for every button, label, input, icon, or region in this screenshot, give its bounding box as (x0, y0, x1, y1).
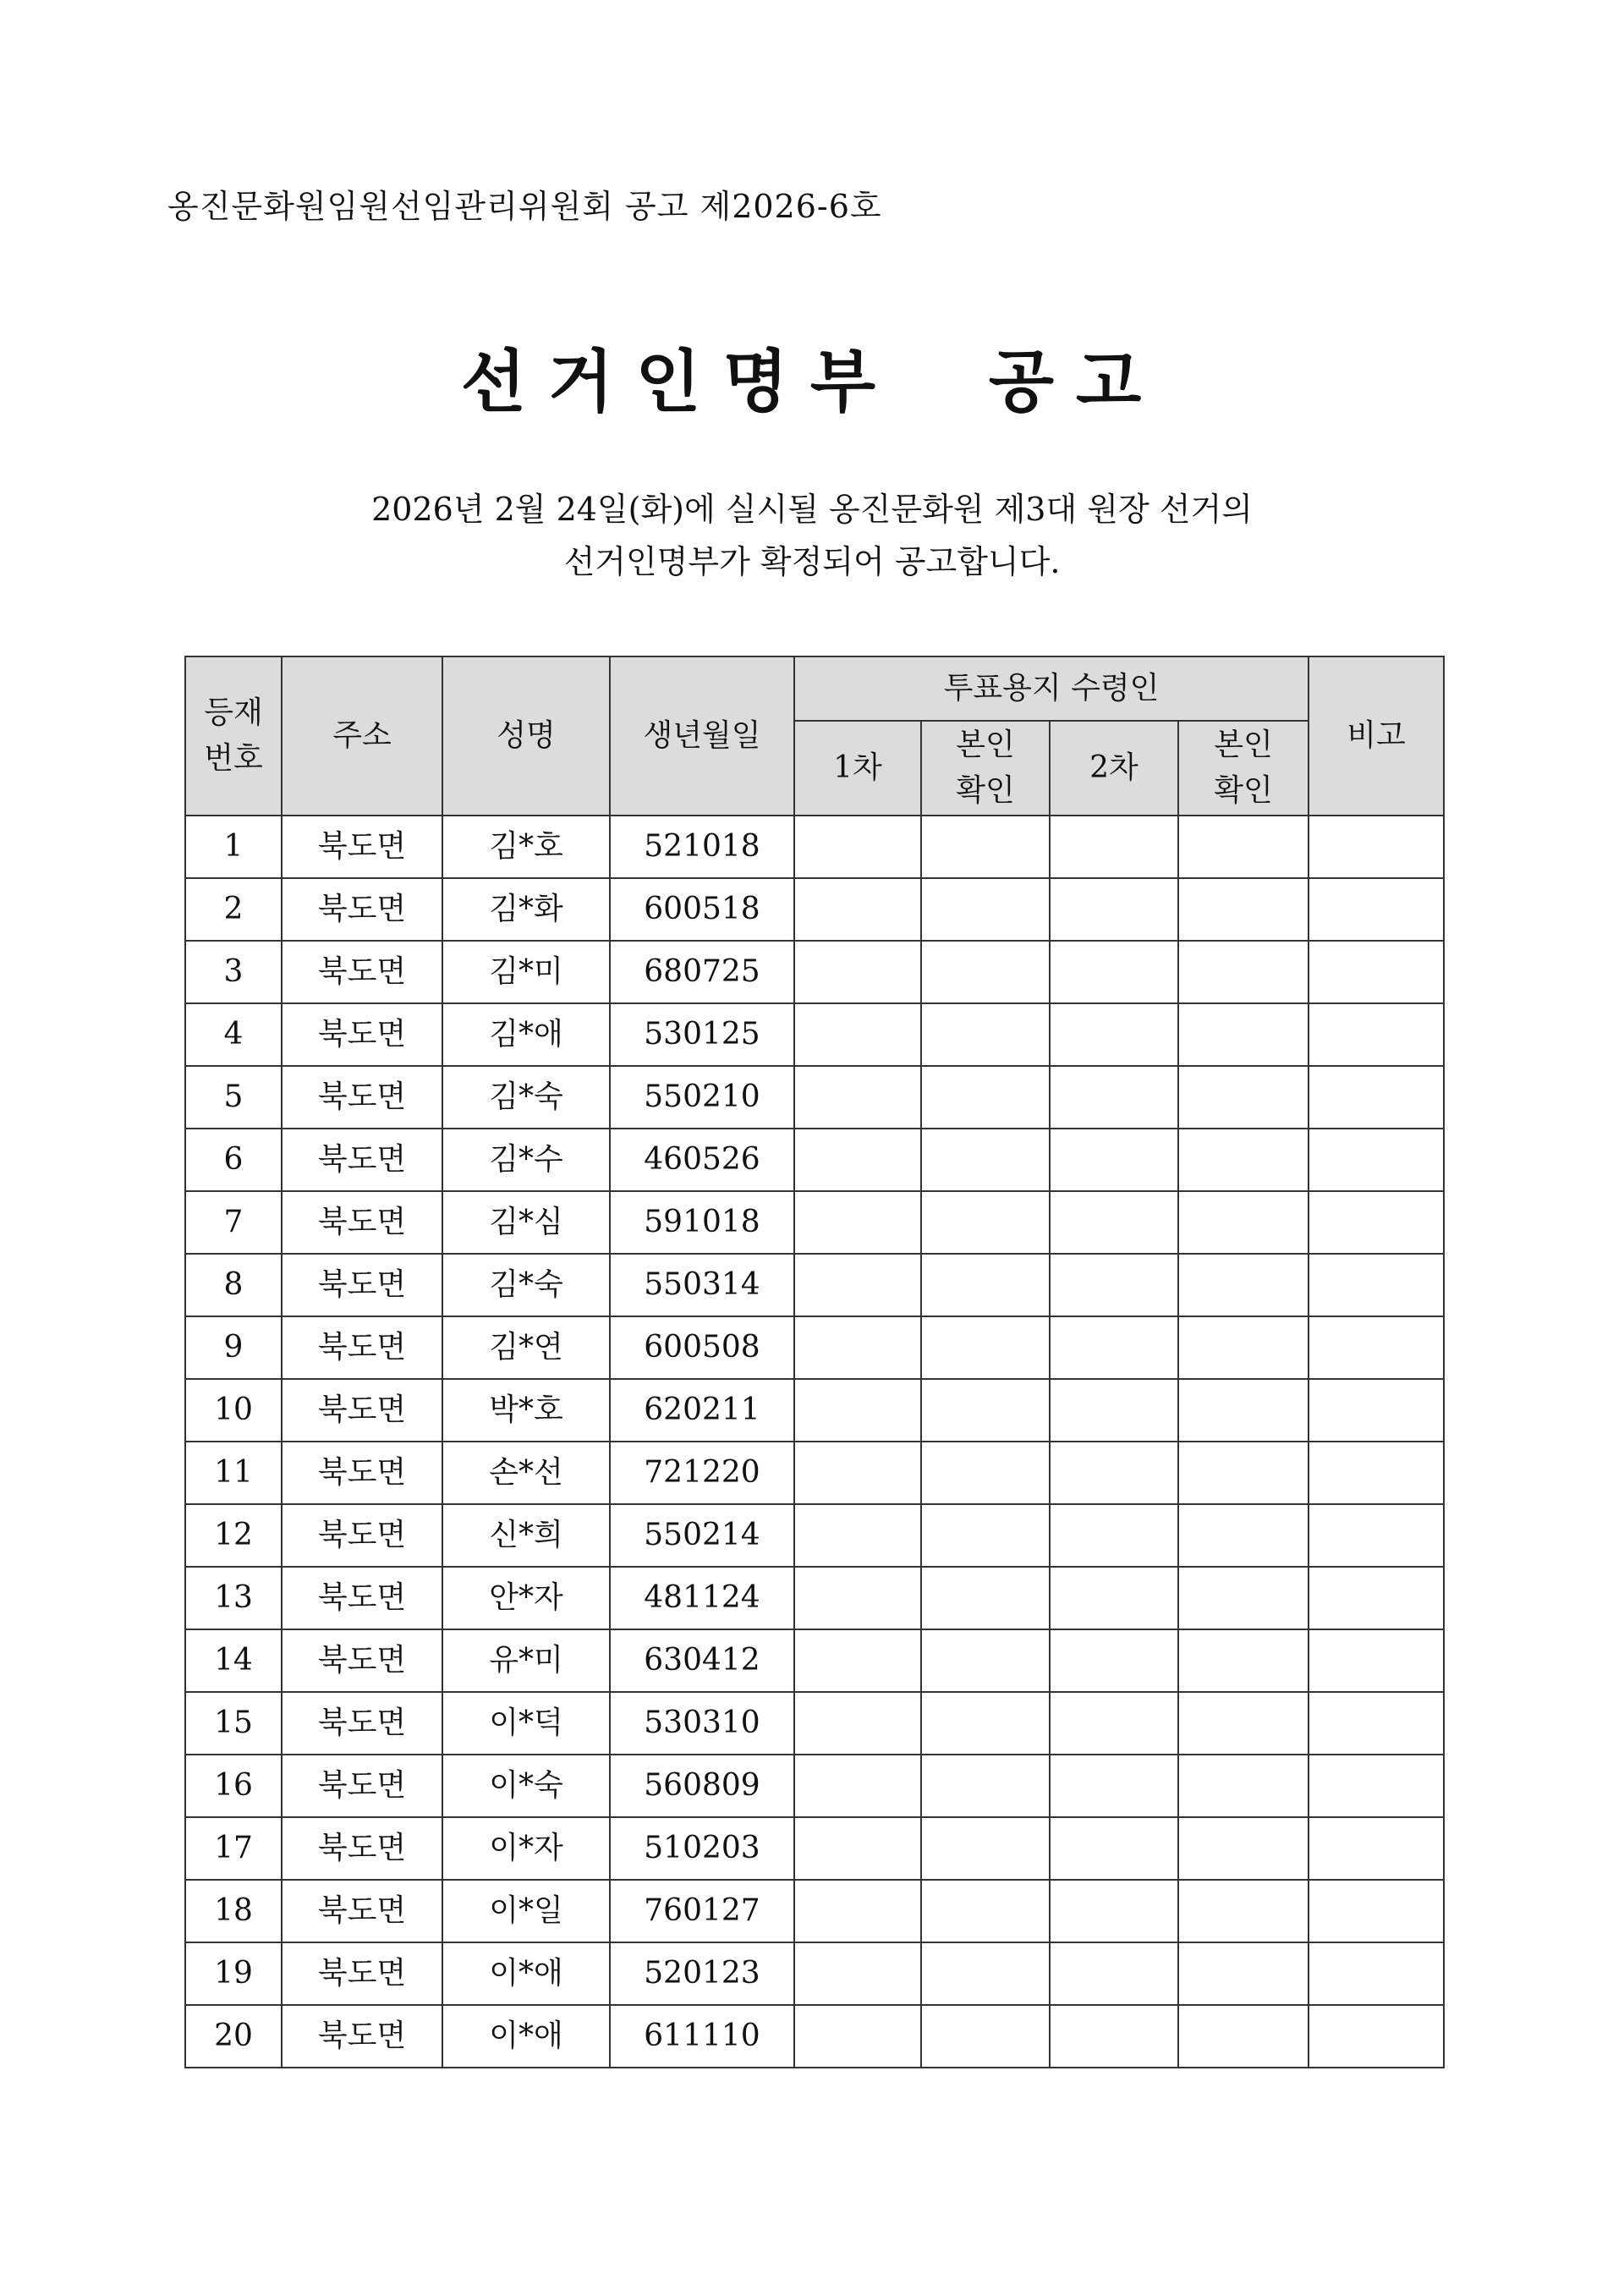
cell-second (1050, 1942, 1178, 2005)
table-row (185, 1629, 1444, 1692)
cell-verify-1 (921, 1567, 1050, 1629)
cell-verify-1 (921, 1379, 1050, 1442)
cell-verify-1 (921, 1191, 1050, 1254)
cell-verify-1 (921, 816, 1050, 878)
table-row (185, 1817, 1444, 1880)
cell-birth: 481124 (610, 1567, 794, 1629)
cell-reg-no: 13 (185, 1567, 282, 1629)
cell-first (794, 1254, 921, 1316)
cell-remarks (1309, 1191, 1444, 1254)
cell-birth: 630412 (610, 1629, 794, 1692)
table-row (185, 816, 1444, 878)
cell-reg-no: 8 (185, 1254, 282, 1316)
cell-name: 이*일 (442, 1880, 610, 1942)
cell-remarks (1309, 1504, 1444, 1567)
cell-remarks (1309, 1316, 1444, 1379)
cell-verify-2 (1178, 1442, 1309, 1504)
table-row (185, 1692, 1444, 1755)
cell-first (794, 1379, 921, 1442)
cell-name: 김*숙 (442, 1066, 610, 1129)
cell-verify-1 (921, 1692, 1050, 1755)
cell-name: 손*선 (442, 1442, 610, 1504)
table-row (185, 1191, 1444, 1254)
cell-reg-no: 16 (185, 1755, 282, 1817)
cell-verify-2 (1178, 1316, 1309, 1379)
cell-second (1050, 1504, 1178, 1567)
table-row (185, 1003, 1444, 1066)
cell-verify-2 (1178, 1629, 1309, 1692)
cell-verify-2 (1178, 1755, 1309, 1817)
cell-address: 북도면 (282, 1191, 442, 1254)
cell-verify-1 (921, 941, 1050, 1003)
cell-verify-2 (1178, 1191, 1309, 1254)
table-row (185, 2005, 1444, 2068)
cell-address: 북도면 (282, 1880, 442, 1942)
cell-verify-2 (1178, 816, 1309, 878)
cell-reg-no: 11 (185, 1442, 282, 1504)
table-row (185, 1755, 1444, 1817)
cell-name: 이*숙 (442, 1755, 610, 1817)
cell-remarks (1309, 941, 1444, 1003)
cell-verify-1 (921, 2005, 1050, 2068)
voter-roster-table (184, 656, 1445, 2068)
cell-name: 김*화 (442, 878, 610, 941)
cell-birth: 521018 (610, 816, 794, 878)
cell-second (1050, 1817, 1178, 1880)
header-verify-1-line1: 본인 (956, 728, 1015, 762)
cell-verify-1 (921, 1504, 1050, 1567)
table-row (185, 1129, 1444, 1191)
cell-reg-no: 12 (185, 1504, 282, 1567)
header-verify-2-line2: 확인 (1214, 773, 1273, 808)
cell-second (1050, 1880, 1178, 1942)
cell-first (794, 1191, 921, 1254)
cell-birth: 600518 (610, 878, 794, 941)
cell-remarks (1309, 1755, 1444, 1817)
cell-second (1050, 941, 1178, 1003)
header-reg-no (185, 656, 282, 816)
cell-birth: 530125 (610, 1003, 794, 1066)
cell-address: 북도면 (282, 1567, 442, 1629)
cell-second (1050, 1003, 1178, 1066)
cell-name: 이*애 (442, 1942, 610, 2005)
cell-reg-no: 10 (185, 1379, 282, 1442)
header-remarks: 비고 (1309, 656, 1444, 816)
cell-name: 김*호 (442, 816, 610, 878)
cell-remarks (1309, 1692, 1444, 1755)
cell-reg-no: 7 (185, 1191, 282, 1254)
cell-first (794, 1629, 921, 1692)
cell-name: 박*호 (442, 1379, 610, 1442)
header-birth: 생년월일 (610, 656, 794, 816)
cell-verify-2 (1178, 2005, 1309, 2068)
cell-name: 김*연 (442, 1316, 610, 1379)
cell-second (1050, 878, 1178, 941)
cell-address: 북도면 (282, 1316, 442, 1379)
cell-name: 김*미 (442, 941, 610, 1003)
cell-verify-2 (1178, 878, 1309, 941)
cell-second (1050, 1316, 1178, 1379)
header-verify-2-line1: 본인 (1214, 728, 1273, 762)
cell-first (794, 1066, 921, 1129)
cell-first (794, 1567, 921, 1629)
cell-second (1050, 1755, 1178, 1817)
cell-second (1050, 2005, 1178, 2068)
cell-first (794, 1817, 921, 1880)
cell-address: 북도면 (282, 2005, 442, 2068)
cell-remarks (1309, 1817, 1444, 1880)
cell-birth: 620211 (610, 1379, 794, 1442)
cell-reg-no: 4 (185, 1003, 282, 1066)
cell-name: 이*자 (442, 1817, 610, 1880)
cell-verify-1 (921, 1442, 1050, 1504)
cell-first (794, 1003, 921, 1066)
cell-remarks (1309, 1567, 1444, 1629)
cell-verify-2 (1178, 1817, 1309, 1880)
cell-name: 유*미 (442, 1629, 610, 1692)
cell-address: 북도면 (282, 878, 442, 941)
cell-address: 북도면 (282, 1003, 442, 1066)
cell-birth: 550214 (610, 1504, 794, 1567)
header-verify-1 (921, 721, 1050, 816)
cell-verify-1 (921, 1066, 1050, 1129)
table-row (185, 1379, 1444, 1442)
cell-birth: 550314 (610, 1254, 794, 1316)
cell-address: 북도면 (282, 1066, 442, 1129)
cell-birth: 680725 (610, 941, 794, 1003)
table-row (185, 1066, 1444, 1129)
cell-name: 이*애 (442, 2005, 610, 2068)
cell-address: 북도면 (282, 1755, 442, 1817)
cell-reg-no: 5 (185, 1066, 282, 1129)
cell-remarks (1309, 2005, 1444, 2068)
cell-verify-2 (1178, 1379, 1309, 1442)
cell-address: 북도면 (282, 1817, 442, 1880)
cell-address: 북도면 (282, 1692, 442, 1755)
table-header (185, 656, 1444, 816)
header-address: 주소 (282, 656, 442, 816)
cell-verify-1 (921, 1880, 1050, 1942)
cell-remarks (1309, 1880, 1444, 1942)
cell-remarks (1309, 816, 1444, 878)
cell-remarks (1309, 1254, 1444, 1316)
cell-address: 북도면 (282, 1942, 442, 2005)
cell-first (794, 878, 921, 941)
header-reg-no-line1: 등재 (204, 695, 263, 730)
cell-verify-2 (1178, 1504, 1309, 1567)
cell-remarks (1309, 878, 1444, 941)
cell-verify-2 (1178, 1254, 1309, 1316)
cell-birth: 550210 (610, 1066, 794, 1129)
cell-verify-1 (921, 1129, 1050, 1191)
cell-reg-no: 3 (185, 941, 282, 1003)
cell-remarks (1309, 1129, 1444, 1191)
cell-verify-1 (921, 1629, 1050, 1692)
cell-second (1050, 1629, 1178, 1692)
cell-reg-no: 6 (185, 1129, 282, 1191)
table-row (185, 1316, 1444, 1379)
cell-verify-2 (1178, 1942, 1309, 2005)
cell-name: 안*자 (442, 1567, 610, 1629)
cell-verify-2 (1178, 941, 1309, 1003)
cell-remarks (1309, 1629, 1444, 1692)
cell-second (1050, 1066, 1178, 1129)
cell-first (794, 941, 921, 1003)
cell-first (794, 1504, 921, 1567)
table-row (185, 1504, 1444, 1567)
cell-reg-no: 1 (185, 816, 282, 878)
cell-second (1050, 1379, 1178, 1442)
cell-address: 북도면 (282, 816, 442, 878)
cell-reg-no: 14 (185, 1629, 282, 1692)
document-title: 선거인명부 공고 (460, 343, 1164, 421)
cell-birth: 460526 (610, 1129, 794, 1191)
intro-line-2: 선거인명부가 확정되어 공고합니다. (563, 543, 1061, 580)
table-body (185, 816, 1444, 2068)
header-name: 성명 (442, 656, 610, 816)
cell-birth: 721220 (610, 1442, 794, 1504)
table-row (185, 1567, 1444, 1629)
cell-reg-no: 9 (185, 1316, 282, 1379)
cell-verify-2 (1178, 1066, 1309, 1129)
cell-second (1050, 1129, 1178, 1191)
cell-birth: 611110 (610, 2005, 794, 2068)
cell-remarks (1309, 1379, 1444, 1442)
intro-line-1: 2026년 2월 24일(화)에 실시될 옹진문화원 제3대 원장 선거의 (371, 491, 1253, 528)
cell-reg-no: 17 (185, 1817, 282, 1880)
cell-verify-1 (921, 1254, 1050, 1316)
cell-first (794, 1880, 921, 1942)
cell-verify-1 (921, 1942, 1050, 2005)
cell-verify-2 (1178, 1003, 1309, 1066)
cell-name: 신*희 (442, 1504, 610, 1567)
cell-verify-1 (921, 1817, 1050, 1880)
cell-second (1050, 1254, 1178, 1316)
cell-verify-1 (921, 1003, 1050, 1066)
table-row (185, 1880, 1444, 1942)
cell-reg-no: 18 (185, 1880, 282, 1942)
cell-address: 북도면 (282, 1254, 442, 1316)
header-reg-no-line2: 번호 (204, 741, 263, 776)
cell-remarks (1309, 1942, 1444, 2005)
cell-birth: 510203 (610, 1817, 794, 1880)
cell-address: 북도면 (282, 1442, 442, 1504)
cell-birth: 591018 (610, 1191, 794, 1254)
cell-second (1050, 1567, 1178, 1629)
cell-address: 북도면 (282, 1129, 442, 1191)
cell-name: 이*덕 (442, 1692, 610, 1755)
cell-second (1050, 816, 1178, 878)
cell-second (1050, 1692, 1178, 1755)
cell-address: 북도면 (282, 1504, 442, 1567)
cell-verify-2 (1178, 1880, 1309, 1942)
header-ballot-group: 투표용지 수령인 (794, 656, 1309, 721)
header-verify-2 (1178, 721, 1309, 816)
cell-birth: 600508 (610, 1316, 794, 1379)
cell-birth: 560809 (610, 1755, 794, 1817)
cell-name: 김*심 (442, 1191, 610, 1254)
cell-birth: 520123 (610, 1942, 794, 2005)
header-verify-1-line2: 확인 (956, 773, 1015, 808)
cell-second (1050, 1442, 1178, 1504)
cell-verify-1 (921, 1316, 1050, 1379)
table-row (185, 1442, 1444, 1504)
table-row (185, 878, 1444, 941)
cell-reg-no: 19 (185, 1942, 282, 2005)
cell-verify-1 (921, 1755, 1050, 1817)
cell-birth: 530310 (610, 1692, 794, 1755)
cell-first (794, 1692, 921, 1755)
cell-first (794, 1316, 921, 1379)
cell-verify-2 (1178, 1129, 1309, 1191)
cell-reg-no: 20 (185, 2005, 282, 2068)
cell-second (1050, 1191, 1178, 1254)
cell-first (794, 1755, 921, 1817)
cell-verify-2 (1178, 1692, 1309, 1755)
header-second: 2차 (1050, 721, 1178, 816)
cell-remarks (1309, 1442, 1444, 1504)
table-row (185, 941, 1444, 1003)
cell-address: 북도면 (282, 1379, 442, 1442)
header-first: 1차 (794, 721, 921, 816)
table-row (185, 1942, 1444, 2005)
cell-address: 북도면 (282, 1629, 442, 1692)
cell-first (794, 2005, 921, 2068)
cell-first (794, 1129, 921, 1191)
notice-number: 옹진문화원임원선임관리위원회 공고 제2026-6호 (167, 188, 882, 225)
cell-first (794, 1942, 921, 2005)
cell-verify-1 (921, 878, 1050, 941)
cell-address: 북도면 (282, 941, 442, 1003)
cell-first (794, 816, 921, 878)
cell-reg-no: 2 (185, 878, 282, 941)
cell-remarks (1309, 1066, 1444, 1129)
cell-remarks (1309, 1003, 1444, 1066)
table-row (185, 1254, 1444, 1316)
cell-name: 김*수 (442, 1129, 610, 1191)
cell-reg-no: 15 (185, 1692, 282, 1755)
cell-name: 김*숙 (442, 1254, 610, 1316)
cell-birth: 760127 (610, 1880, 794, 1942)
cell-name: 김*애 (442, 1003, 610, 1066)
cell-verify-2 (1178, 1567, 1309, 1629)
cell-first (794, 1442, 921, 1504)
